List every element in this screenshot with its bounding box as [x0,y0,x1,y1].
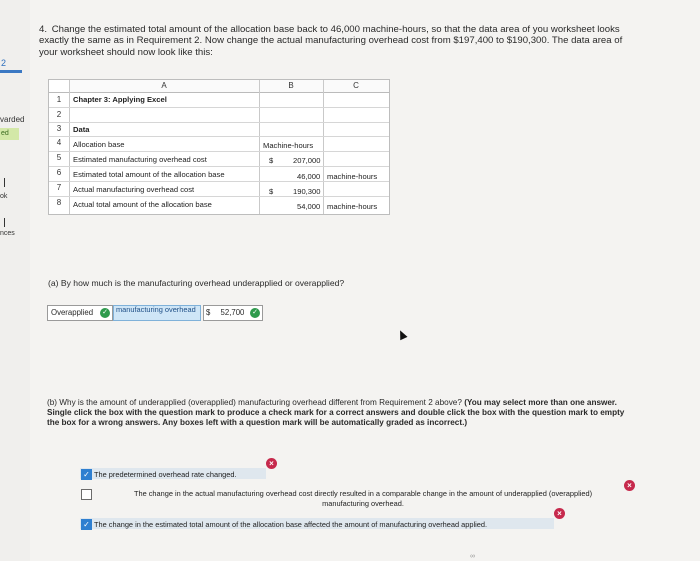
link-icon: ∞ [470,553,475,560]
header-divider [49,92,389,93]
value-cell: 190,300 [293,187,321,196]
row-number: 4 [56,138,62,147]
row-divider [49,196,389,197]
dollar-sign-cell: $ [269,156,274,165]
sidebar-active-indicator [0,70,22,73]
sidebar-question-number[interactable]: 2 [1,58,7,68]
option-1-label: The predetermined overhead rate changed. [94,470,237,479]
row-number: 7 [56,183,62,192]
row-divider [49,122,389,123]
label-cell: Actual total amount of the allocation base [73,200,212,209]
worksheet-data-area [48,79,390,215]
part-b-question-text: (b) Why is the amount of underapplied (overapplied) manufacturing overhead different from Requirement 2 above? [47,398,462,407]
column-header-b: B [259,80,323,92]
row-number: 3 [56,124,62,133]
label-cell: Estimated manufacturing overhead cost [73,155,207,164]
label-cell: Allocation base [73,140,125,149]
correct-check-icon: ✓ [100,308,110,318]
overhead-item-select[interactable]: manufacturing overhead [113,305,201,321]
grid-line [69,80,70,214]
grid-line [259,80,260,214]
sidebar-item-status[interactable]: ed [0,128,19,140]
sheet-title-cell: Chapter 3: Applying Excel [73,95,167,104]
row-divider [49,107,389,108]
option-2-label: The change in the actual manufacturing overhead cost directly resulted in a comparable change in the amount of underapplied (overapplied) manufacturing overhead. [133,489,593,508]
row-number: 1 [56,95,62,104]
data-heading-cell: Data [73,125,90,134]
question-text [39,24,639,58]
row-number: 5 [56,153,62,162]
incorrect-x-icon: × [624,480,635,491]
grid-line [323,80,324,214]
part-a-question: (a) By how much is the manufacturing overhead underapplied or overapplied? [48,278,345,288]
question-number: 4. [39,24,48,35]
unit-cell: machine-hours [327,202,378,211]
sidebar-item-references[interactable]: nces [0,230,15,237]
incorrect-x-icon: × [266,458,277,469]
amount-value: 52,700 [220,308,245,317]
incorrect-x-icon: × [554,508,565,519]
row-number: 6 [56,168,62,177]
allocation-base-cell: Machine-hours [263,141,314,150]
row-divider [49,136,389,137]
label-cell: Estimated total amount of the allocation base [73,170,225,179]
value-cell: 54,000 [297,202,321,211]
correct-check-icon: ✓ [250,308,260,318]
row-divider [49,166,389,167]
option-2-checkbox[interactable] [81,489,92,500]
value-cell: 46,000 [297,172,321,181]
label-cell: Actual manufacturing overhead cost [73,185,195,194]
row-divider [49,181,389,182]
sidebar-item-awarded[interactable]: varded [0,115,25,124]
unit-cell: machine-hours [327,172,378,181]
sidebar-tick [4,218,5,227]
option-3-label: The change in the estimated total amount of the allocation base affected the amount of manufacturing overhead applied. [94,520,488,529]
value-cell: 207,000 [293,156,321,165]
sidebar-item-ebook[interactable]: ok [0,193,8,200]
option-3-checkbox[interactable]: ✓ [81,519,92,530]
overapplied-select-value: Overapplied [51,308,94,317]
left-sidebar [0,0,30,561]
column-header-a: A [69,80,259,92]
row-number: 8 [56,198,62,207]
part-b-instructions: (You may select more than one answer. Single click the box with the question mark to produce a check mark for a correct answers and double click the box with the question mark to empty the box for a wrong answers. Any boxes left with a question mark will be automatically graded as incorrect.) [47,398,625,428]
row-divider [49,151,389,152]
sidebar-tick [4,178,5,187]
mouse-cursor-icon [396,329,407,341]
option-1-checkbox[interactable]: ✓ [81,469,92,480]
column-header-c: C [323,80,389,92]
dollar-sign-cell: $ [269,187,274,196]
row-number: 2 [56,110,62,119]
question-body: Change the estimated total amount of the allocation base back to 46,000 machine-hours, so that the data area of you worksheet looks exactly the same as in Requirement 2. Now change the actual manufacturing overhead cost from $197,400 to $190,300. The data area of your worksheet should now look like this: [39,24,623,58]
part-b-question [47,398,637,429]
amount-currency: $ [206,308,211,317]
